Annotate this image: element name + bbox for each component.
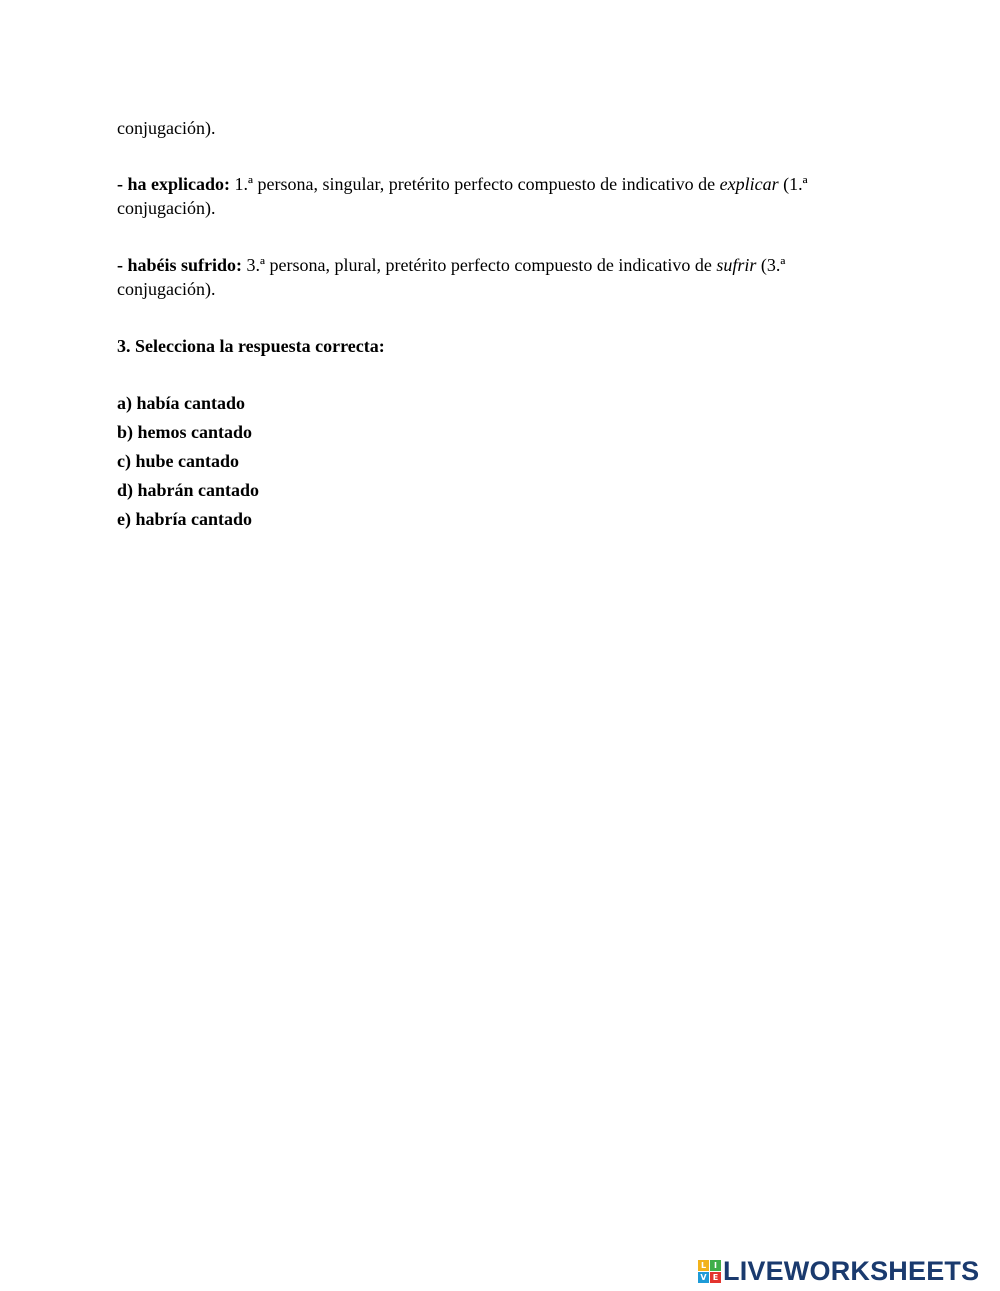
paragraph-text: 1.ª persona, singular, pretérito perfecto compuesto de indicativo de	[230, 174, 720, 194]
logo-square: L	[698, 1260, 709, 1271]
logo-square: I	[710, 1260, 721, 1271]
verb-term: - habéis sufrido:	[117, 255, 243, 275]
paragraph-text: (1.ª conjugación).	[117, 174, 808, 218]
logo-squares-icon	[698, 1260, 721, 1283]
question-heading: 3. Selecciona la respuesta correcta:	[117, 336, 385, 356]
answer-option-c[interactable]: c) hube cantado	[117, 451, 240, 471]
infinitive-italic: explicar	[719, 174, 779, 194]
answer-option-e[interactable]: e) habría cantado	[117, 509, 252, 529]
worksheet-content	[117, 116, 887, 536]
paragraph-habeis-sufrido	[117, 253, 887, 301]
answer-option-b[interactable]: b) hemos cantado	[117, 422, 253, 442]
logo-text: LIVEWORKSHEETS	[723, 1256, 980, 1286]
infinitive-italic: sufrir	[716, 255, 757, 275]
verb-term: - ha explicado:	[117, 174, 231, 194]
paragraph-text: conjugación).	[117, 118, 216, 138]
logo-square: V	[698, 1272, 709, 1283]
answer-option-d[interactable]: d) habrán cantado	[117, 480, 260, 500]
paragraph-continuation	[117, 116, 887, 140]
liveworksheets-logo	[698, 1258, 979, 1284]
logo-square: E	[710, 1272, 721, 1283]
paragraph-text: (3.ª conjugación).	[117, 255, 786, 299]
paragraph-ha-explicado	[117, 172, 887, 220]
answer-options	[117, 391, 887, 536]
answer-option-a[interactable]: a) había cantado	[117, 393, 246, 413]
paragraph-text: 3.ª persona, plural, pretérito perfecto compuesto de indicativo de	[242, 255, 717, 275]
